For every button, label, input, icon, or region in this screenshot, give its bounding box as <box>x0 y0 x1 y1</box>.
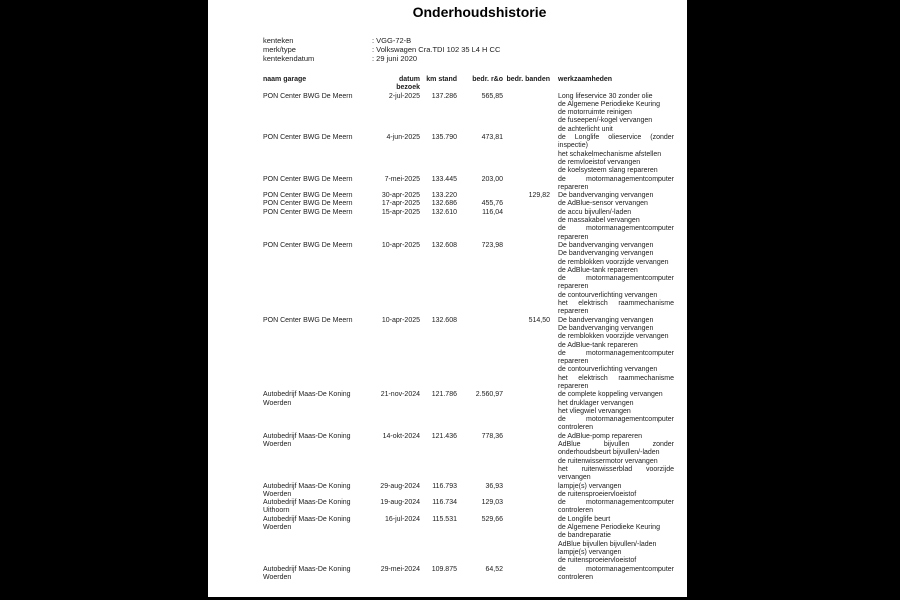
cell-werkzaamheden <box>550 192 674 200</box>
cell-bedr-banden <box>503 200 550 208</box>
werkzaamheden-item: de Longlife olieservice (zonder inspectie) <box>558 134 674 150</box>
werkzaamheden-item: lampje(s) vervangen <box>558 482 622 490</box>
werkzaamheden-item: het schakelmechanisme afstellen <box>558 150 662 158</box>
cell-naam-garage: PON Center BWG De Meern <box>263 316 353 324</box>
cell-datum-bezoek: 10-apr-2025 <box>381 316 420 324</box>
werkzaamheden-item: de accu bijvullen/-laden <box>558 208 632 216</box>
table-row <box>263 516 674 566</box>
cell-datum-bezoek: 17-apr-2025 <box>381 200 420 208</box>
cell-werkzaamheden <box>550 483 674 500</box>
cell-bedr-banden <box>503 516 550 566</box>
table-row <box>263 176 674 193</box>
info-value: : 29 juni 2020 <box>372 54 418 63</box>
cell-bedr-banden <box>503 499 550 516</box>
cell-bedr-ro: 203,00 <box>481 175 503 183</box>
vehicle-info <box>263 36 687 63</box>
werkzaamheden-item: de bandreparatie <box>558 532 611 540</box>
table-header-row <box>263 76 674 93</box>
werkzaamheden-item: de motormanagementcomputer repareren <box>558 349 674 366</box>
cell-bedr-ro: 723,98 <box>481 241 503 249</box>
werkzaamheden-item: AdBlue bijvullen bijvullen/-laden <box>558 540 657 548</box>
cell-bedr-ro: 36,93 <box>485 482 503 490</box>
werkzaamheden-item: Long lifeservice 30 zonder olie <box>558 92 653 100</box>
werkzaamheden-item: de contourverlichting vervangen <box>558 291 658 299</box>
cell-naam-garage: PON Center BWG De Meern <box>263 241 353 249</box>
cell-bedr-ro: 778,36 <box>481 432 503 440</box>
cell-km-stand: 115.531 <box>432 515 457 523</box>
werkzaamheden-item: de remblokken voorzijde vervangen <box>558 333 669 341</box>
cell-werkzaamheden <box>550 317 674 392</box>
cell-bedr-ro: 565,85 <box>481 92 503 100</box>
cell-datum-bezoek: 4-jun-2025 <box>386 134 420 142</box>
cell-datum-bezoek: 29-mei-2024 <box>380 565 420 573</box>
cell-bedr-banden <box>503 134 550 175</box>
table-row <box>263 192 674 200</box>
werkzaamheden-item: het ruitenwisserblad voorzijde vervangen <box>558 465 674 482</box>
cell-bedr-ro <box>457 192 503 200</box>
cell-naam-garage: PON Center BWG De Meern <box>263 200 353 208</box>
document-page <box>208 0 687 597</box>
cell-bedr-banden <box>503 242 550 317</box>
cell-naam-garage: Autobedrijf Maas-De Koning Uithoorn <box>263 499 351 515</box>
cell-datum-bezoek: 10-apr-2025 <box>381 241 420 249</box>
cell-bedr-banden: 514,50 <box>528 316 550 324</box>
werkzaamheden-item: de motorruimte reinigen <box>558 109 632 117</box>
info-label: merk/type <box>263 45 296 54</box>
column-header-bedr-banden: bedr. banden <box>506 76 550 83</box>
cell-werkzaamheden <box>550 433 674 483</box>
cell-naam-garage: Autobedrijf Maas-De Koning Woerden <box>263 515 351 532</box>
werkzaamheden-item: de remblokken voorzijde vervangen <box>558 258 669 266</box>
cell-bedr-banden <box>503 176 550 193</box>
werkzaamheden-item: het druklager vervangen <box>558 399 634 407</box>
cell-bedr-banden <box>503 483 550 500</box>
cell-datum-bezoek: 30-apr-2025 <box>381 192 420 200</box>
maintenance-history-table <box>263 76 674 582</box>
cell-km-stand: 121.436 <box>431 432 457 440</box>
werkzaamheden-item: De bandvervanging vervangen <box>558 324 654 332</box>
cell-werkzaamheden <box>550 134 674 175</box>
table-row <box>263 499 674 516</box>
info-label: kenteken <box>263 36 294 45</box>
cell-datum-bezoek: 2-jul-2025 <box>388 92 420 100</box>
cell-bedr-banden <box>503 391 550 432</box>
cell-datum-bezoek: 7-mei-2025 <box>384 175 420 183</box>
cell-datum-bezoek: 19-aug-2024 <box>380 499 420 507</box>
cell-naam-garage: Autobedrijf Maas-De Koning Woerden <box>263 391 351 407</box>
werkzaamheden-item: de Longlife beurt <box>558 515 611 523</box>
werkzaamheden-item: de AdBlue-pomp repareren <box>558 432 643 440</box>
column-header-naam-garage: naam garage <box>263 76 307 83</box>
werkzaamheden-item: de ruitenwissermotor vervangen <box>558 457 658 465</box>
cell-km-stand: 132.608 <box>431 241 457 249</box>
cell-km-stand: 133.445 <box>431 175 457 183</box>
info-label: kentekendatum <box>263 54 315 63</box>
cell-km-stand: 121.786 <box>431 391 457 399</box>
cell-werkzaamheden <box>550 499 674 516</box>
info-row-kentekendatum <box>263 54 687 63</box>
werkzaamheden-item: de motormanagementcomputer repareren <box>558 175 674 191</box>
table-row <box>263 209 674 242</box>
cell-bedr-banden <box>503 209 550 242</box>
cell-bedr-ro: 455,76 <box>481 200 503 208</box>
cell-werkzaamheden <box>550 242 674 317</box>
cell-bedr-banden: 129,82 <box>528 192 550 200</box>
cell-naam-garage: PON Center BWG De Meern <box>263 208 353 216</box>
werkzaamheden-item: de massakabel vervangen <box>558 217 640 225</box>
werkzaamheden-item: de remvloeistof vervangen <box>558 158 641 166</box>
cell-datum-bezoek: 15-apr-2025 <box>381 208 420 216</box>
column-header-km-stand: km stand <box>426 76 457 83</box>
cell-datum-bezoek: 14-okt-2024 <box>382 432 420 440</box>
cell-bedr-banden <box>503 433 550 483</box>
cell-bedr-ro: 116,04 <box>482 208 503 216</box>
werkzaamheden-item: de motormanagementcomputer repareren <box>558 225 674 241</box>
werkzaamheden-item: de AdBlue-tank repareren <box>558 341 638 349</box>
werkzaamheden-item: de motormanagementcomputer controleren <box>558 565 674 581</box>
cell-werkzaamheden <box>550 200 674 208</box>
werkzaamheden-item: de koelsysteem slang repareren <box>558 167 658 175</box>
table-row <box>263 134 674 175</box>
cell-km-stand: 133.220 <box>431 192 457 200</box>
cell-km-stand: 135.790 <box>431 134 457 142</box>
cell-naam-garage: Autobedrijf Maas-De Koning Woerden <box>263 482 351 498</box>
werkzaamheden-item: de Algemene Periodieke Keuring <box>558 524 660 532</box>
cell-km-stand: 137.286 <box>431 92 457 100</box>
werkzaamheden-item: AdBlue bijvullen zonder onderhoudsbeurt bijvullen/-laden <box>558 441 674 457</box>
column-header-datum-bezoek: datum bezoek <box>396 76 420 92</box>
info-row-merk-type <box>263 45 687 54</box>
cell-bedr-ro: 129,03 <box>481 499 503 507</box>
werkzaamheden-item: de AdBlue-sensor vervangen <box>558 200 648 208</box>
werkzaamheden-item: de ruitensproeiervloeistof <box>558 490 637 498</box>
werkzaamheden-item: de fuseepen/-kogel vervangen <box>558 117 653 125</box>
werkzaamheden-item: De bandvervanging vervangen <box>558 250 654 258</box>
cell-bedr-ro <box>457 317 503 392</box>
cell-werkzaamheden <box>550 209 674 242</box>
table-row <box>263 93 674 134</box>
cell-bedr-ro: 473,81 <box>481 134 503 142</box>
werkzaamheden-item: De bandvervanging vervangen <box>558 241 654 249</box>
cell-km-stand: 116.793 <box>432 482 457 490</box>
werkzaamheden-item: de motormanagementcomputer controleren <box>558 416 674 432</box>
page-title: Onderhoudshistorie <box>412 4 547 20</box>
cell-werkzaamheden <box>550 516 674 566</box>
cell-bedr-ro: 64,52 <box>485 565 503 573</box>
info-value: : VGG-72-B <box>372 36 412 45</box>
cell-km-stand: 116.734 <box>432 499 457 507</box>
cell-naam-garage: PON Center BWG De Meern <box>263 134 353 142</box>
cell-naam-garage: Autobedrijf Maas-De Koning Woerden <box>263 565 351 581</box>
column-header-werkzaamheden: werkzaamheden <box>558 76 613 83</box>
werkzaamheden-item: de Algemene Periodieke Keuring <box>558 100 660 108</box>
cell-km-stand: 132.686 <box>431 200 457 208</box>
werkzaamheden-item: de achterlicht unit <box>558 125 613 133</box>
cell-bedr-ro: 529,66 <box>481 515 503 523</box>
cell-bedr-banden <box>503 93 550 134</box>
info-value: : Volkswagen Cra.TDI 102 35 L4 H CC <box>372 45 501 54</box>
cell-bedr-banden <box>503 566 550 583</box>
table-row <box>263 566 674 583</box>
info-row-kenteken <box>263 36 687 45</box>
cell-datum-bezoek: 16-jul-2024 <box>384 515 420 523</box>
cell-km-stand: 109.875 <box>431 565 457 573</box>
werkzaamheden-item: de motormanagementcomputer repareren <box>558 275 674 291</box>
table-row <box>263 200 674 208</box>
cell-naam-garage: PON Center BWG De Meern <box>263 92 353 100</box>
werkzaamheden-item: de motormanagementcomputer controleren <box>558 499 674 515</box>
table-row <box>263 242 674 317</box>
cell-naam-garage: PON Center BWG De Meern <box>263 175 353 183</box>
werkzaamheden-item: de complete koppeling vervangen <box>558 391 663 399</box>
cell-datum-bezoek: 29-aug-2024 <box>380 482 420 490</box>
column-header-bedr-ro: bedr. r&o <box>472 76 503 83</box>
werkzaamheden-item: het vliegwiel vervangen <box>558 407 631 415</box>
werkzaamheden-item: de AdBlue-tank repareren <box>558 266 638 274</box>
cell-werkzaamheden <box>550 93 674 134</box>
cell-km-stand: 132.610 <box>431 208 457 216</box>
cell-bedr-ro: 2.560,97 <box>475 391 503 399</box>
werkzaamheden-item: De bandvervanging vervangen <box>558 192 654 200</box>
werkzaamheden-item: lampje(s) vervangen <box>558 548 622 556</box>
table-row <box>263 317 674 392</box>
table-row <box>263 433 674 483</box>
werkzaamheden-item: het elektrisch raammechanisme repareren <box>558 374 674 390</box>
cell-datum-bezoek: 21-nov-2024 <box>380 391 420 399</box>
cell-naam-garage: PON Center BWG De Meern <box>263 192 353 200</box>
table-row <box>263 483 674 500</box>
cell-werkzaamheden <box>550 566 674 583</box>
table-row <box>263 391 674 432</box>
cell-naam-garage: Autobedrijf Maas-De Koning Woerden <box>263 432 351 449</box>
cell-werkzaamheden <box>550 391 674 432</box>
werkzaamheden-item: de contourverlichting vervangen <box>558 366 658 374</box>
cell-km-stand: 132.608 <box>431 316 457 324</box>
werkzaamheden-item: De bandvervanging vervangen <box>558 316 654 324</box>
cell-werkzaamheden <box>550 176 674 193</box>
werkzaamheden-item: het elektrisch raammechanisme repareren <box>558 300 674 316</box>
werkzaamheden-item: de ruitensproeiervloeistof <box>558 557 637 565</box>
